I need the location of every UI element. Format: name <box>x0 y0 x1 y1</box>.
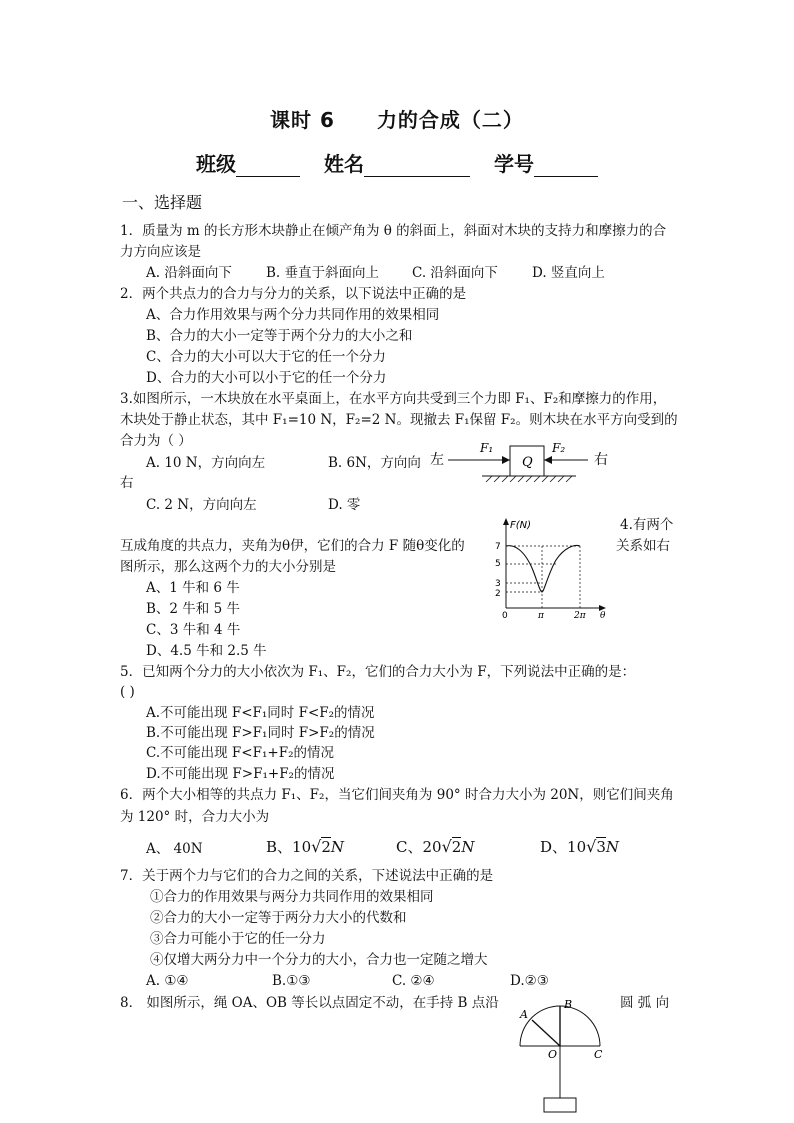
lesson-number: 课时 6 <box>270 108 335 132</box>
q3-option-c[interactable]: C. 2 N，方向向左 <box>146 497 257 513</box>
lesson-topic: 力的合成（二） <box>376 108 524 132</box>
q8-rope-oa <box>532 1020 560 1046</box>
q3-block-label: Q <box>522 455 533 470</box>
q4-y-tick-2: 2 <box>495 589 501 599</box>
q7-statement-1: ①合力的作用效果与两分力共同作用的效果相同 <box>150 889 434 905</box>
q3-stem-line2: 木块处于静止状态，其中 F₁=10 N，F₂=2 N。现撤去 F₁保留 F₂。则木块在水平方向受到的 <box>120 412 678 428</box>
q6-option-c-coef: 20 <box>422 838 442 856</box>
q6-option-d-letter: D、 <box>540 838 568 856</box>
q6-option-c-radical: √ <box>441 837 452 856</box>
q7-option-d[interactable]: D.②③ <box>510 973 549 989</box>
q4-resultant-curve <box>506 546 580 592</box>
q2-option-b[interactable]: B、合力的大小一定等于两个分力的大小之和 <box>146 328 413 344</box>
q4-y-arrowhead <box>503 518 509 525</box>
q3-block-diagram <box>428 436 618 488</box>
q1-stem-line1: 1．质量为 m 的长方形木块静止在倾产角为 θ 的斜面上，斜面对木块的支持力和摩擦力的合 <box>120 223 667 239</box>
q1-option-a[interactable]: A. 沿斜面向下 <box>146 265 232 281</box>
q2-option-c[interactable]: C、合力的大小可以大于它的任一个分力 <box>146 349 386 365</box>
q4-option-b[interactable]: B、2 牛和 5 牛 <box>146 601 240 617</box>
q3-stem-line1: 3.如图所示，一木块放在水平桌面上，在水平方向共受到三个力即 F₁、F₂和摩擦力的作用， <box>120 391 667 407</box>
q1-option-c[interactable]: C. 沿斜面向下 <box>412 265 498 281</box>
q7-option-a[interactable]: A. ①④ <box>146 973 189 989</box>
name-blank[interactable] <box>364 154 470 177</box>
q3-option-b[interactable]: B. 6N，方向向 <box>328 455 421 471</box>
q4-option-d[interactable]: D、4.5 牛和 2.5 牛 <box>146 643 267 659</box>
q6-option-b-coef: 10 <box>292 838 312 856</box>
q4-stem-line1: 互成角度的共点力，夹角为θ伊，它们的合力 F 随θ变化的 <box>120 538 465 554</box>
q4-y-tick-3: 3 <box>495 579 501 589</box>
q5-option-a[interactable]: A.不可能出现 F<F₁同时 F<F₂的情况 <box>146 705 375 721</box>
q8-rope-diagram <box>510 998 610 1116</box>
q6-option-b[interactable] <box>266 838 344 856</box>
q6-option-d-unit: N <box>605 838 619 856</box>
q3-ground-hatch <box>486 476 572 482</box>
q4-x-tick-2pi: 2π <box>574 611 586 620</box>
q7-option-b[interactable]: B.①③ <box>272 973 311 989</box>
student-info-line <box>0 148 794 177</box>
q6-option-c-radicand: 2 <box>451 838 462 856</box>
q1-stem-line2: 力方向应该是 <box>120 244 201 260</box>
q2-option-a[interactable]: A、合力作用效果与两个分力共同作用的效果相同 <box>146 307 440 323</box>
page-title <box>0 104 794 133</box>
q8-stem-line1-right: 圆 弧 向 <box>620 995 670 1011</box>
q4-force-angle-graph <box>490 514 612 620</box>
number-label: 学号 <box>494 152 534 176</box>
class-blank[interactable] <box>236 154 300 177</box>
q7-statement-3: ③合力可能小于它的任一分力 <box>150 931 326 947</box>
q6-option-c-letter: C、 <box>396 838 423 856</box>
q6-option-b-letter: B、 <box>266 838 293 856</box>
q4-number: 4.有两个 <box>620 517 674 533</box>
q6-option-b-radicand: 2 <box>321 838 331 856</box>
q8-label-o: O <box>548 1048 558 1061</box>
q7-statement-2: ②合力的大小一定等于两分力大小的代数和 <box>150 910 407 926</box>
q3-left-label: 左 <box>430 452 444 468</box>
q6-option-d-radicand: 3 <box>596 838 606 856</box>
q6-option-d-coef: 10 <box>567 838 587 856</box>
q4-y-axis-label: F(N) <box>510 520 532 531</box>
q3-option-b-wrap: 右 <box>120 475 134 491</box>
q2-option-d[interactable]: D、合力的大小可以小于它的任一个分力 <box>146 370 387 386</box>
class-label: 班级 <box>196 152 236 176</box>
q1-option-d[interactable]: D. 竖直向上 <box>532 265 605 281</box>
name-label: 姓名 <box>324 152 364 176</box>
q3-f2-label: F₂ <box>552 441 566 455</box>
q6-option-a[interactable]: A、 40N <box>146 841 203 857</box>
q5-stem-line2: ( ) <box>120 684 135 700</box>
q3-option-a[interactable]: A. 10 N，方向向左 <box>146 455 266 471</box>
q3-right-label: 右 <box>594 452 608 468</box>
q3-stem-line3: 合力为（ ） <box>120 433 192 449</box>
q4-stem-line1-right: 关系如右 <box>616 538 670 554</box>
q3-option-d[interactable]: D. 零 <box>328 497 361 513</box>
q8-hanging-weight <box>544 1098 576 1112</box>
section-heading: 一、选择题 <box>122 193 203 212</box>
q5-option-c[interactable]: C.不可能出现 F<F₁+F₂的情况 <box>146 745 334 761</box>
q2-stem: 2．两个共点力的合力与分力的关系，以下说法中正确的是 <box>120 286 467 302</box>
q4-y-tick-7: 7 <box>495 542 501 552</box>
q5-option-b[interactable]: B.不可能出现 F>F₁同时 F>F₂的情况 <box>146 725 375 741</box>
q6-option-c[interactable] <box>396 838 474 856</box>
q6-option-b-radical: √ <box>311 837 322 856</box>
q6-stem-line1: 6．两个大小相等的共点力 F₁、F₂，当它们间夹角为 90° 时合力大小为 20N，则它们间夹角 <box>120 787 674 803</box>
q3-f2-arrowhead <box>544 456 552 464</box>
q8-label-c: C <box>594 1048 603 1061</box>
q5-stem-line1: 5．已知两个分力的大小依次为 F₁、F₂，它们的合力大小为 F，下列说法中正确的是： <box>120 664 636 680</box>
q6-option-d-radical: √ <box>586 837 597 856</box>
q6-option-d[interactable] <box>540 838 619 856</box>
q1-option-b[interactable]: B. 垂直于斜面向上 <box>266 265 380 281</box>
q5-option-d[interactable]: D.不可能出现 F>F₁+F₂的情况 <box>146 766 335 782</box>
q4-x-tick-0: 0 <box>502 611 508 620</box>
q7-stem: 7．关于两个力与它们的合力之间的关系，下述说法中正确的是 <box>120 868 494 884</box>
q3-f1-arrowhead <box>502 456 510 464</box>
q6-option-c-unit: N <box>461 838 475 856</box>
q7-option-c[interactable]: C. ②④ <box>392 973 435 989</box>
q4-x-axis-label: θ <box>600 611 606 620</box>
q7-statement-4: ④仅增大两分力中一个分力的大小，合力也一定随之增大 <box>150 952 488 968</box>
number-blank[interactable] <box>534 154 598 177</box>
q4-y-tick-5: 5 <box>495 559 501 569</box>
q8-label-a: A <box>520 1008 528 1021</box>
q4-x-tick-pi: π <box>538 611 544 620</box>
q8-stem-line1: 8． 如图所示，绳 OA、OB 等长以点固定不动，在手持 B 点沿 <box>120 995 499 1011</box>
q6-option-b-unit: N <box>330 838 344 856</box>
q6-stem-line2: 为 120° 时，合力大小为 <box>120 809 270 825</box>
q4-option-c[interactable]: C、3 牛和 4 牛 <box>146 622 241 638</box>
q3-f1-label: F₁ <box>480 441 494 455</box>
q4-guide-lines <box>506 546 580 608</box>
q4-option-a[interactable]: A、1 牛和 6 牛 <box>146 580 240 596</box>
q4-stem-line2: 图所示，那么这两个力的大小分别是 <box>120 559 336 575</box>
q8-label-b: B <box>564 998 573 1011</box>
